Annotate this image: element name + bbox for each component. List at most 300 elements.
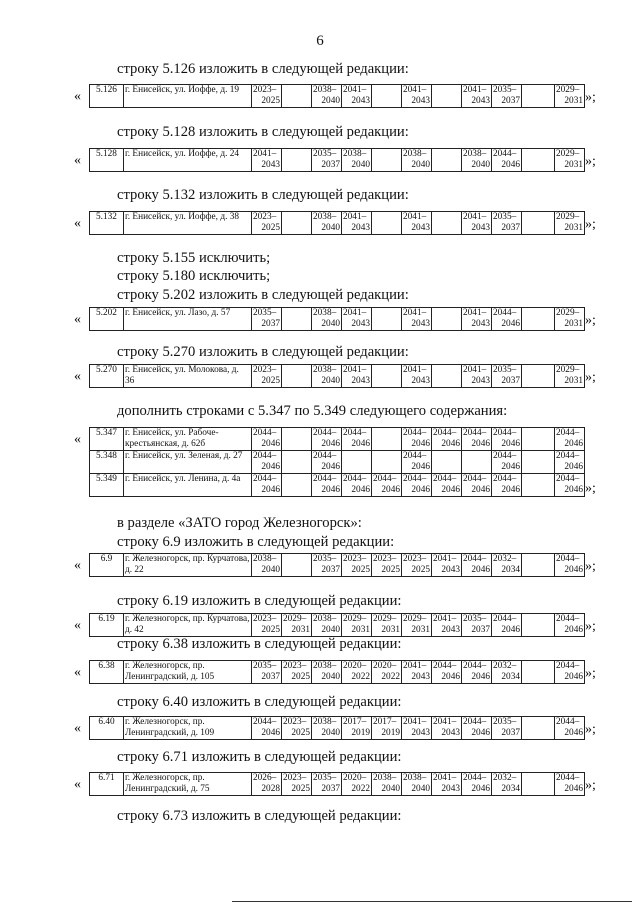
year-end: 2046 — [441, 439, 460, 449]
year-cell — [555, 212, 585, 235]
year-cell — [342, 554, 372, 577]
year-cell — [522, 428, 555, 451]
close-quote: »; — [585, 481, 596, 496]
year-cell — [282, 661, 312, 684]
row-number: 6.38 — [90, 661, 124, 684]
address-cell: г. Железногорск, пр. Курчатова, д. 42 — [124, 614, 252, 637]
open-quote: « — [74, 721, 81, 736]
year-start: 2044– — [253, 717, 277, 727]
year-end: 2034 — [501, 565, 520, 575]
year-start: 2029– — [556, 149, 580, 159]
year-cell — [432, 428, 462, 451]
row-number: 6.9 — [90, 554, 124, 577]
table-row — [90, 717, 585, 740]
instruction-text: строку 5.180 исключить; — [117, 268, 271, 284]
year-end: 2037 — [501, 728, 520, 738]
year-start: 2044– — [373, 474, 397, 484]
year-end: 2040 — [321, 625, 340, 635]
year-end: 2043 — [411, 319, 430, 329]
year-start: 2044– — [433, 661, 457, 671]
year-cell — [402, 428, 432, 451]
year-cell — [372, 212, 402, 235]
instruction-text: строку 5.126 изложить в следующей редакции: — [117, 61, 409, 77]
year-cell — [252, 149, 282, 172]
year-end: 2040 — [321, 672, 340, 682]
year-start: 2023– — [253, 212, 277, 222]
year-cell — [492, 451, 522, 474]
year-start: 2038– — [313, 365, 337, 375]
year-start: 2041– — [403, 85, 427, 95]
year-cell — [522, 212, 555, 235]
page-edge-line — [232, 901, 632, 902]
year-cell — [492, 149, 522, 172]
year-start: 2044– — [463, 717, 487, 727]
year-start: 2041– — [463, 212, 487, 222]
table-row — [90, 365, 585, 388]
year-start: 2041– — [253, 149, 277, 159]
year-cell — [492, 308, 522, 331]
year-cell — [372, 717, 402, 740]
year-end: 2046 — [501, 160, 520, 170]
year-end: 2046 — [351, 485, 370, 495]
instruction-text: строку 6.40 изложить в следующей редакции: — [117, 694, 402, 710]
year-cell — [432, 474, 462, 497]
year-start: 2044– — [493, 451, 517, 461]
year-end: 2022 — [351, 672, 370, 682]
year-start: 2044– — [253, 428, 277, 438]
year-cell — [402, 308, 432, 331]
year-cell — [555, 149, 585, 172]
year-cell — [282, 428, 312, 451]
year-end: 2046 — [501, 625, 520, 635]
year-cell — [342, 428, 372, 451]
instruction-text: строку 5.155 исключить; — [117, 250, 271, 266]
amendment-table — [89, 772, 585, 796]
year-start: 2023– — [373, 554, 397, 564]
year-end: 2046 — [261, 439, 280, 449]
instruction-text: строку 6.38 изложить в следующей редакции: — [117, 636, 402, 652]
year-end: 2046 — [564, 485, 583, 495]
row-number: 5.348 — [90, 451, 124, 474]
address-cell: г. Железногорск, пр. Ленинградский, д. 75 — [124, 773, 252, 796]
year-end: 2046 — [564, 565, 583, 575]
year-cell — [492, 474, 522, 497]
year-start: 2044– — [343, 474, 367, 484]
year-start: 2044– — [556, 474, 580, 484]
row-number: 5.132 — [90, 212, 124, 235]
year-cell — [522, 554, 555, 577]
year-start: 2023– — [283, 773, 307, 783]
year-cell — [555, 773, 585, 796]
year-cell — [252, 428, 282, 451]
year-end: 2043 — [351, 319, 370, 329]
year-cell — [432, 85, 462, 108]
open-quote: « — [74, 89, 81, 104]
year-end: 2043 — [441, 728, 460, 738]
year-cell — [555, 85, 585, 108]
instruction-text: строку 6.73 изложить в следующей редакции: — [117, 808, 402, 824]
year-start: 2041– — [463, 85, 487, 95]
year-end: 2037 — [321, 784, 340, 794]
year-start: 2035– — [313, 554, 337, 564]
year-end: 2043 — [411, 728, 430, 738]
year-cell — [432, 614, 462, 637]
year-start: 2023– — [253, 85, 277, 95]
year-cell — [342, 717, 372, 740]
row-number: 5.126 — [90, 85, 124, 108]
year-cell — [282, 614, 312, 637]
year-cell — [492, 661, 522, 684]
year-start: 2032– — [493, 773, 517, 783]
amendment-table — [89, 660, 585, 684]
year-cell — [462, 149, 492, 172]
table-row — [90, 308, 585, 331]
amendment-table — [89, 84, 585, 108]
year-cell — [252, 308, 282, 331]
open-quote: « — [74, 777, 81, 792]
year-end: 2037 — [261, 672, 280, 682]
year-start: 2035– — [493, 365, 517, 375]
year-end: 2046 — [471, 728, 490, 738]
year-cell — [342, 149, 372, 172]
year-end: 2019 — [351, 728, 370, 738]
year-start: 2044– — [403, 451, 427, 461]
amendment-table — [89, 148, 585, 172]
table-row — [90, 451, 585, 474]
year-cell — [402, 474, 432, 497]
year-cell — [312, 428, 342, 451]
amendment-table — [89, 364, 585, 388]
instruction-text: дополнить строками с 5.347 по 5.349 следующего содержания: — [117, 403, 508, 419]
year-cell — [462, 773, 492, 796]
year-start: 2044– — [493, 308, 517, 318]
year-start: 2035– — [463, 614, 487, 624]
year-end: 2025 — [291, 784, 310, 794]
year-cell — [492, 614, 522, 637]
year-cell — [282, 149, 312, 172]
year-cell — [432, 451, 462, 474]
year-end: 2043 — [471, 376, 490, 386]
year-start: 2044– — [433, 428, 457, 438]
year-cell — [462, 451, 492, 474]
year-start: 2041– — [403, 212, 427, 222]
table-row — [90, 474, 585, 497]
year-end: 2025 — [261, 223, 280, 233]
year-cell — [252, 451, 282, 474]
year-cell — [372, 149, 402, 172]
year-start: 2020– — [343, 773, 367, 783]
year-start: 2044– — [493, 149, 517, 159]
year-start: 2041– — [463, 308, 487, 318]
year-start: 2041– — [433, 614, 457, 624]
year-start: 2041– — [403, 661, 427, 671]
amendment-table — [89, 307, 585, 331]
year-end: 2040 — [411, 160, 430, 170]
year-start: 2038– — [403, 149, 427, 159]
year-end: 2040 — [321, 223, 340, 233]
year-cell — [312, 773, 342, 796]
year-cell — [312, 85, 342, 108]
year-end: 2046 — [411, 439, 430, 449]
year-cell — [432, 661, 462, 684]
year-start: 2044– — [253, 474, 277, 484]
year-cell — [372, 308, 402, 331]
address-cell: г. Енисейск, ул. Ленина, д. 4а — [124, 474, 252, 497]
year-end: 2043 — [471, 223, 490, 233]
year-end: 2046 — [471, 784, 490, 794]
year-cell — [555, 428, 585, 451]
year-cell — [432, 773, 462, 796]
year-cell — [312, 717, 342, 740]
close-quote: »; — [585, 559, 596, 574]
year-cell — [312, 149, 342, 172]
address-cell: г. Железногорск, пр. Ленинградский, д. 105 — [124, 661, 252, 684]
year-start: 2044– — [463, 773, 487, 783]
year-start: 2035– — [313, 149, 337, 159]
year-end: 2025 — [291, 672, 310, 682]
year-start: 2041– — [343, 308, 367, 318]
year-cell — [282, 308, 312, 331]
year-start: 2044– — [556, 614, 580, 624]
year-end: 2046 — [564, 462, 583, 472]
year-end: 2040 — [321, 376, 340, 386]
year-cell — [282, 773, 312, 796]
year-end: 2040 — [411, 784, 430, 794]
year-end: 2040 — [321, 96, 340, 106]
year-start: 2041– — [403, 365, 427, 375]
year-cell — [312, 614, 342, 637]
year-end: 2031 — [564, 96, 583, 106]
year-cell — [402, 365, 432, 388]
close-quote: »; — [585, 154, 596, 169]
year-end: 2031 — [411, 625, 430, 635]
year-cell — [402, 451, 432, 474]
year-end: 2031 — [351, 625, 370, 635]
year-cell — [342, 212, 372, 235]
table-row — [90, 212, 585, 235]
year-start: 2023– — [253, 614, 277, 624]
year-start: 2044– — [556, 554, 580, 564]
year-cell — [462, 365, 492, 388]
year-end: 2046 — [411, 485, 430, 495]
open-quote: « — [74, 618, 81, 633]
year-end: 2046 — [381, 485, 400, 495]
year-end: 2046 — [471, 672, 490, 682]
year-cell — [252, 717, 282, 740]
year-cell — [312, 451, 342, 474]
address-cell: г. Енисейск, ул. Иоффе, д. 38 — [124, 212, 252, 235]
year-cell — [555, 308, 585, 331]
year-end: 2043 — [351, 376, 370, 386]
close-quote: »; — [585, 619, 596, 634]
year-end: 2025 — [351, 565, 370, 575]
year-end: 2028 — [261, 784, 280, 794]
year-cell — [402, 149, 432, 172]
year-cell — [372, 773, 402, 796]
year-start: 2038– — [373, 773, 397, 783]
year-end: 2043 — [441, 565, 460, 575]
year-start: 2044– — [433, 474, 457, 484]
year-start: 2032– — [493, 554, 517, 564]
year-end: 2040 — [381, 784, 400, 794]
amendment-table — [89, 716, 585, 740]
year-start: 2044– — [556, 661, 580, 671]
year-end: 2037 — [261, 319, 280, 329]
year-cell — [342, 661, 372, 684]
year-cell — [252, 212, 282, 235]
close-quote: »; — [585, 778, 596, 793]
year-start: 2035– — [493, 717, 517, 727]
year-cell — [372, 365, 402, 388]
year-end: 2046 — [441, 672, 460, 682]
year-start: 2038– — [253, 554, 277, 564]
year-start: 2038– — [313, 614, 337, 624]
year-cell — [432, 149, 462, 172]
year-end: 2046 — [564, 728, 583, 738]
close-quote: »; — [585, 666, 596, 681]
year-cell — [522, 773, 555, 796]
year-end: 2046 — [321, 485, 340, 495]
year-cell — [432, 308, 462, 331]
year-cell — [252, 661, 282, 684]
year-start: 2041– — [463, 365, 487, 375]
year-cell — [492, 717, 522, 740]
year-end: 2046 — [564, 672, 583, 682]
year-start: 2035– — [253, 308, 277, 318]
year-end: 2043 — [471, 319, 490, 329]
year-cell — [342, 474, 372, 497]
year-cell — [555, 474, 585, 497]
year-end: 2031 — [564, 376, 583, 386]
year-end: 2043 — [411, 96, 430, 106]
amendment-table — [89, 553, 585, 577]
year-end: 2046 — [321, 439, 340, 449]
year-cell — [432, 717, 462, 740]
year-cell — [462, 474, 492, 497]
instruction-text: строку 6.19 изложить в следующей редакции: — [117, 593, 402, 609]
year-cell — [342, 451, 372, 474]
year-end: 2031 — [381, 625, 400, 635]
year-end: 2043 — [441, 784, 460, 794]
year-cell — [432, 365, 462, 388]
year-cell — [342, 308, 372, 331]
table-row — [90, 661, 585, 684]
year-cell — [402, 614, 432, 637]
year-end: 2037 — [471, 625, 490, 635]
year-start: 2029– — [556, 365, 580, 375]
year-cell — [522, 474, 555, 497]
year-start: 2044– — [313, 451, 337, 461]
address-cell: г. Енисейск, ул. Рабоче-крестьянская, д. 62б — [124, 428, 252, 451]
year-start: 2041– — [343, 365, 367, 375]
instruction-text: строку 5.270 изложить в следующей редакции: — [117, 344, 409, 360]
year-cell — [282, 474, 312, 497]
year-cell — [312, 661, 342, 684]
year-end: 2031 — [564, 319, 583, 329]
year-cell — [462, 308, 492, 331]
table-row — [90, 614, 585, 637]
year-start: 2044– — [403, 428, 427, 438]
year-end: 2046 — [501, 462, 520, 472]
year-end: 2046 — [321, 462, 340, 472]
year-start: 2035– — [493, 85, 517, 95]
address-cell: г. Енисейск, ул. Зеленая, д. 27 — [124, 451, 252, 474]
year-end: 2034 — [501, 672, 520, 682]
year-cell — [522, 717, 555, 740]
year-end: 2031 — [564, 223, 583, 233]
year-cell — [492, 85, 522, 108]
open-quote: « — [74, 432, 81, 447]
year-start: 2038– — [463, 149, 487, 159]
year-cell — [522, 451, 555, 474]
open-quote: « — [74, 558, 81, 573]
year-start: 2044– — [463, 474, 487, 484]
row-number: 6.40 — [90, 717, 124, 740]
amendment-table — [89, 427, 585, 497]
year-cell — [282, 212, 312, 235]
year-start: 2044– — [556, 428, 580, 438]
address-cell: г. Енисейск, ул. Иоффе, д. 19 — [124, 85, 252, 108]
year-end: 2043 — [351, 223, 370, 233]
year-start: 2041– — [433, 554, 457, 564]
year-start: 2038– — [343, 149, 367, 159]
year-start: 2035– — [253, 661, 277, 671]
year-cell — [555, 451, 585, 474]
year-start: 2041– — [343, 85, 367, 95]
instruction-text: строку 6.71 изложить в следующей редакции: — [117, 749, 402, 765]
year-cell — [462, 614, 492, 637]
year-end: 2046 — [471, 565, 490, 575]
year-cell — [432, 554, 462, 577]
year-end: 2046 — [261, 485, 280, 495]
year-start: 2029– — [556, 212, 580, 222]
year-start: 2044– — [556, 717, 580, 727]
address-cell: г. Енисейск, ул. Иоффе, д. 24 — [124, 149, 252, 172]
year-cell — [282, 85, 312, 108]
year-end: 2022 — [351, 784, 370, 794]
year-cell — [252, 474, 282, 497]
year-end: 2025 — [411, 565, 430, 575]
year-end: 2040 — [471, 160, 490, 170]
open-quote: « — [74, 216, 81, 231]
year-end: 2019 — [381, 728, 400, 738]
year-end: 2040 — [351, 160, 370, 170]
year-cell — [462, 554, 492, 577]
year-cell — [522, 149, 555, 172]
year-cell — [252, 614, 282, 637]
year-start: 2044– — [343, 428, 367, 438]
year-end: 2046 — [501, 319, 520, 329]
year-start: 2044– — [556, 773, 580, 783]
instruction-text: в разделе «ЗАТО город Железногорск»: — [117, 515, 362, 531]
year-cell — [312, 365, 342, 388]
year-end: 2046 — [564, 439, 583, 449]
year-start: 2017– — [343, 717, 367, 727]
year-end: 2025 — [261, 96, 280, 106]
year-start: 2038– — [313, 308, 337, 318]
year-cell — [282, 365, 312, 388]
table-row — [90, 554, 585, 577]
year-start: 2044– — [463, 661, 487, 671]
page-number: 6 — [316, 33, 324, 49]
year-start: 2038– — [403, 773, 427, 783]
year-end: 2022 — [381, 672, 400, 682]
year-start: 2038– — [313, 85, 337, 95]
year-cell — [312, 474, 342, 497]
year-end: 2046 — [411, 462, 430, 472]
year-cell — [372, 614, 402, 637]
year-cell — [312, 212, 342, 235]
